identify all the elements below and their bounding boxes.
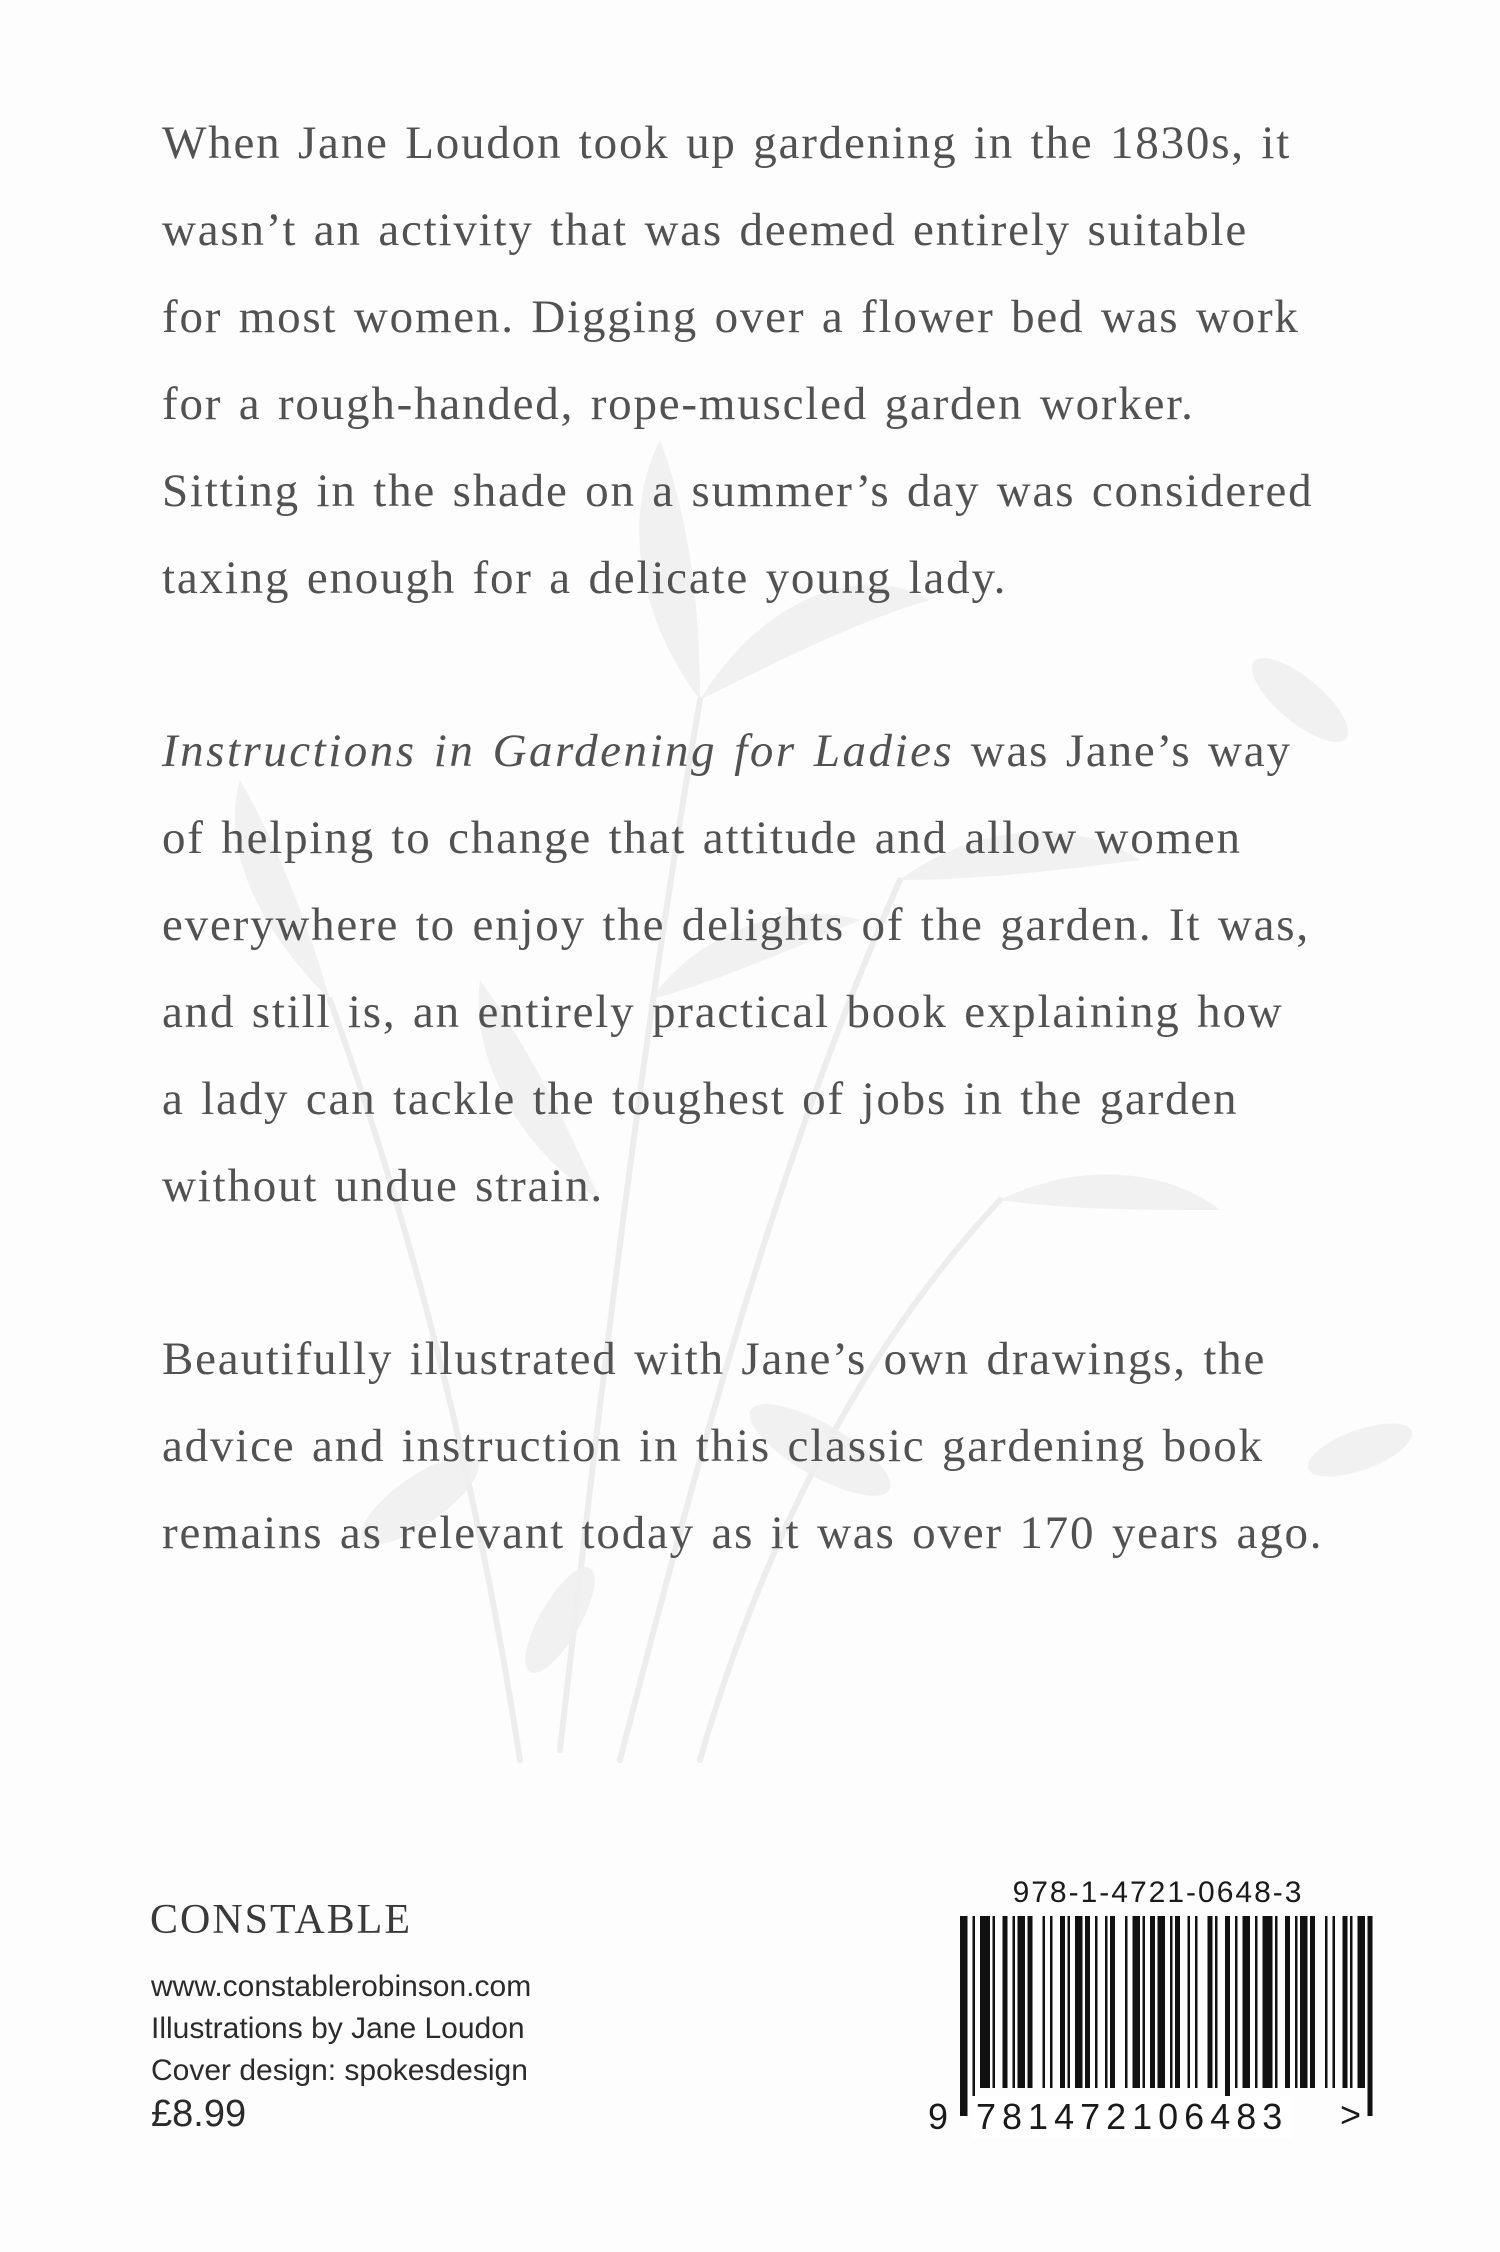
- barcode-bar: [960, 1916, 968, 2116]
- blurb-paragraph-2: [162, 708, 1392, 1230]
- blurb-line: for a rough-handed, rope-muscled garden worker.: [162, 378, 1195, 430]
- blurb-line: advice and instruction in this classic gardening book: [162, 1420, 1264, 1472]
- blurb-line: Sitting in the shade on a summer’s day was considered: [162, 465, 1314, 517]
- barcode-bar: [1170, 1916, 1173, 2088]
- blurb-line: remains as relevant today as it was over 170 years ago.: [162, 1507, 1324, 1559]
- blurb-line: of helping to change that attitude and allow women: [162, 812, 1242, 864]
- barcode-bar: [1175, 1916, 1180, 2088]
- barcode-bar: [1133, 1916, 1141, 2088]
- book-title: Instructions in Gardening for Ladies: [162, 725, 955, 777]
- ean-arrow: >: [1340, 2094, 1362, 2135]
- barcode-bar: [1300, 1916, 1308, 2088]
- barcode-bar: [1043, 1916, 1046, 2088]
- blurb-line: was Jane’s way: [954, 725, 1292, 777]
- barcode-bar: [1343, 1916, 1348, 2088]
- barcode-bar: [1018, 1916, 1026, 2088]
- blurb-line: for most women. Digging over a flower bed was work: [162, 291, 1300, 343]
- blurb-text: [162, 100, 1392, 1577]
- barcode-bar: [1243, 1916, 1251, 2088]
- blurb-line: and still is, an entirely practical book explaining how: [162, 986, 1284, 1038]
- barcode-bar: [1295, 1916, 1298, 2088]
- barcode-bar: [1325, 1916, 1328, 2088]
- blurb-line: everywhere to enjoy the delights of the garden. It was,: [162, 899, 1310, 951]
- barcode-bar: [1215, 1916, 1218, 2088]
- barcode-bar: [1068, 1916, 1071, 2088]
- barcode-bar: [980, 1916, 990, 2088]
- barcode-bar: [1263, 1916, 1273, 2088]
- ean-rest-digits: 781472106483: [972, 2096, 1292, 2138]
- barcode-bar: [1285, 1916, 1290, 2088]
- barcode-bar: [1208, 1916, 1213, 2088]
- barcode-bar: [1310, 1916, 1315, 2088]
- barcode-bar: [1003, 1916, 1008, 2088]
- barcode-bar: [1350, 1916, 1353, 2088]
- cover-design-credit: Cover design: spokesdesign: [151, 2054, 528, 2087]
- blurb-line: a lady can tackle the toughest of jobs in the garden: [162, 1073, 1239, 1125]
- barcode-bar: [973, 1916, 976, 2116]
- credits-block: [151, 1966, 531, 2092]
- barcode-bar: [1110, 1916, 1115, 2088]
- blurb-line: Beautifully illustrated with Jane’s own drawings, the: [162, 1333, 1267, 1385]
- blurb-line: When Jane Loudon took up gardening in the 1830s, it: [162, 117, 1292, 169]
- barcode-bar: [1075, 1916, 1083, 2088]
- barcode-bar: [1085, 1916, 1090, 2088]
- barcode-bar: [1255, 1916, 1258, 2088]
- barcode-bar: [1235, 1916, 1238, 2088]
- barcode-bar: [1060, 1916, 1065, 2088]
- barcode-bar: [1158, 1916, 1166, 2088]
- barcode-bar: [993, 1916, 996, 2088]
- barcode-bar: [1275, 1916, 1278, 2088]
- blurb-line: without undue strain.: [162, 1160, 604, 1212]
- barcode-bar: [1013, 1916, 1016, 2088]
- blurb-paragraph-3: [162, 1316, 1392, 1577]
- barcode-bar: [1050, 1916, 1053, 2088]
- illustrations-credit: Illustrations by Jane Loudon: [151, 2012, 525, 2045]
- barcode-bar: [1188, 1916, 1191, 2088]
- barcode-bar: [1225, 1916, 1230, 2116]
- barcode-bar: [1028, 1916, 1033, 2088]
- ean-first-digit: 9: [928, 2096, 949, 2137]
- ean-digits: [928, 2096, 948, 2138]
- barcode-bar: [1143, 1916, 1146, 2088]
- blurb-line: taxing enough for a delicate young lady.: [162, 552, 1008, 604]
- blurb-line: wasn’t an activity that was deemed entirely suitable: [162, 204, 1249, 256]
- barcode-bar: [1358, 1916, 1366, 2088]
- barcode-bar: [1195, 1916, 1198, 2088]
- barcode-bar: [1095, 1916, 1098, 2088]
- barcode-bar: [1150, 1916, 1155, 2088]
- barcode-bar: [1105, 1916, 1108, 2088]
- publisher-website: www.constablerobinson.com: [151, 1970, 532, 2003]
- barcode-bar: [1368, 1916, 1373, 2116]
- price: £8.99: [151, 2093, 247, 2135]
- isbn-number: 978-1-4721-0648-3: [1012, 1876, 1304, 1909]
- publisher-name: CONSTABLE: [150, 1897, 412, 1943]
- barcode-bar: [1333, 1916, 1336, 2088]
- barcode-bar: [1125, 1916, 1128, 2088]
- blurb-paragraph-1: [162, 100, 1392, 622]
